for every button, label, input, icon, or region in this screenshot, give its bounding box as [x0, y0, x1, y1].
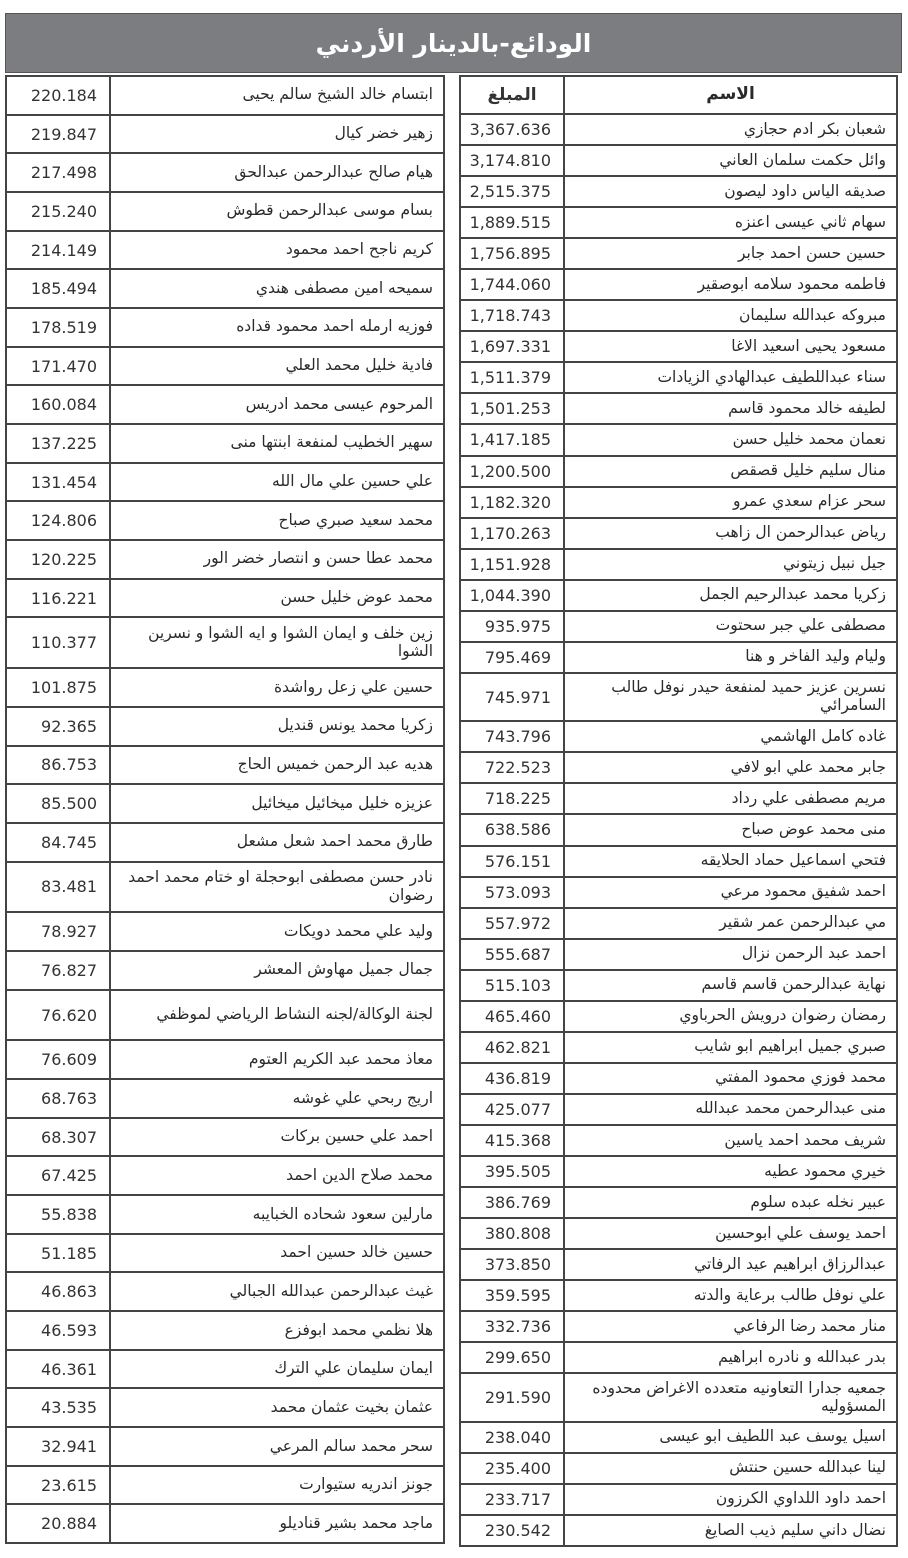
amount-cell: 83.481 — [7, 863, 111, 912]
amount-cell: 745.971 — [461, 674, 565, 720]
name-cell: جمال جميل مهاوش المعشر — [254, 960, 433, 979]
amount-cell: 185.494 — [7, 270, 111, 307]
name-cell: احمد شفيق محمود مرعي — [720, 882, 886, 901]
amount-cell: 1,151.928 — [461, 550, 565, 579]
table-row — [461, 115, 896, 146]
name-cell: فتحي اسماعيل حماد الحلايقه — [700, 851, 886, 870]
amount-cell: 299.650 — [461, 1343, 565, 1372]
name-cell: فادية خليل محمد العلي — [285, 356, 433, 375]
table-row — [7, 1467, 443, 1506]
name-cell: مريم مصطفى علي رداد — [731, 789, 886, 808]
name-cell: ابتسام خالد الشيخ سالم يحيى — [242, 85, 433, 104]
amount-cell: 76.620 — [7, 991, 111, 1040]
name-cell: هيام صالح عبدالرحمن عبدالحق — [234, 162, 433, 181]
name-cell: نضال داني سليم ذيب الصايغ — [704, 1520, 886, 1539]
amount-cell: 1,170.263 — [461, 519, 565, 548]
name-cell: نادر حسن مصطفى ابوحجلة او ختام محمد احمد رضوان — [128, 868, 433, 904]
table-row — [7, 502, 443, 541]
table-row — [7, 1196, 443, 1235]
table-row — [7, 464, 443, 503]
amount-cell: 217.498 — [7, 154, 111, 191]
table-row — [461, 878, 896, 909]
table-row — [461, 1454, 896, 1485]
name-cell: سناء عبداللطيف عبدالهادي الزيادات — [657, 367, 886, 386]
amount-cell: 46.593 — [7, 1312, 111, 1349]
name-cell: مبروكه عبدالله سليمان — [739, 305, 886, 324]
table-row — [7, 232, 443, 271]
table-row — [461, 1188, 896, 1219]
amount-cell: 395.505 — [461, 1157, 565, 1186]
table-row — [7, 1312, 443, 1351]
name-cell: غيث عبدالرحمن عبدالله الجبالي — [229, 1281, 433, 1300]
table-row — [7, 747, 443, 786]
amount-cell: 171.470 — [7, 348, 111, 385]
table-row — [7, 1080, 443, 1119]
table-row — [461, 301, 896, 332]
name-cell: فوزيه ارمله احمد محمود قداده — [236, 317, 433, 336]
name-cell: شريف محمد احمد ياسين — [724, 1130, 886, 1149]
name-cell: نهاية عبدالرحمن قاسم قاسم — [701, 975, 886, 994]
name-cell: مسعود يحيى اسعيد الاغا — [731, 336, 886, 355]
amount-cell: 743.796 — [461, 722, 565, 751]
amount-cell: 1,718.743 — [461, 301, 565, 330]
name-cell: سحر محمد سالم المرعي — [269, 1436, 433, 1455]
deposits-table-left — [5, 75, 445, 1544]
amount-cell: 67.425 — [7, 1157, 111, 1194]
amount-cell: 415.368 — [461, 1126, 565, 1155]
table-row — [461, 1157, 896, 1188]
name-cell: لجنة الوكالة/لجنه النشاط الرياضي لموظفي — [156, 1005, 433, 1024]
name-cell: حسين علي زعل رواشدة — [274, 677, 433, 696]
amount-cell: 86.753 — [7, 747, 111, 784]
table-row — [461, 1485, 896, 1516]
amount-cell: 101.875 — [7, 669, 111, 706]
table-row — [461, 784, 896, 815]
amount-cell: 373.850 — [461, 1250, 565, 1279]
amount-cell: 3,367.636 — [461, 115, 565, 144]
name-cell: هلا نظمي محمد ابوفزع — [284, 1320, 433, 1339]
name-cell: طارق محمد احمد شعل مشعل — [236, 832, 433, 851]
name-cell: زهير خضر كيال — [334, 124, 433, 143]
amount-cell: 359.595 — [461, 1281, 565, 1310]
amount-cell: 557.972 — [461, 909, 565, 938]
amount-cell: 3,174.810 — [461, 146, 565, 175]
name-cell: وائل حكمت سلمان العاني — [719, 150, 886, 169]
amount-cell: 43.535 — [7, 1389, 111, 1426]
name-cell: محمد صلاح الدين احمد — [286, 1165, 433, 1184]
name-cell: صديقه الياس داود ليصون — [724, 181, 886, 200]
amount-cell: 233.717 — [461, 1485, 565, 1514]
table-row — [461, 239, 896, 270]
table-row — [461, 270, 896, 301]
amount-cell: 1,044.390 — [461, 581, 565, 610]
table-row — [461, 612, 896, 643]
amount-cell: 178.519 — [7, 309, 111, 346]
table-row — [7, 270, 443, 309]
table-row — [7, 386, 443, 425]
name-cell: سهير الخطيب لمنفعة ابنتها منى — [230, 433, 433, 452]
table-row — [7, 618, 443, 669]
name-cell: رياض عبدالرحمن ال زاهب — [715, 523, 886, 542]
name-cell: شعبان بكر ادم حجازي — [743, 119, 886, 138]
amount-cell: 32.941 — [7, 1428, 111, 1465]
amount-cell: 1,744.060 — [461, 270, 565, 299]
table-row — [7, 1273, 443, 1312]
amount-cell: 576.151 — [461, 847, 565, 876]
name-cell: منى عبدالرحمن محمد عبدالله — [695, 1099, 886, 1118]
name-cell: احمد علي حسين بركات — [280, 1127, 433, 1146]
amount-cell: 124.806 — [7, 502, 111, 539]
amount-cell: 220.184 — [7, 77, 111, 114]
table-row — [7, 669, 443, 708]
name-cell: لينا عبدالله حسين حنتش — [729, 1458, 886, 1477]
name-cell: وليد علي محمد دويكات — [283, 921, 433, 940]
amount-cell: 214.149 — [7, 232, 111, 269]
table-row — [461, 519, 896, 550]
amount-cell: 2,515.375 — [461, 177, 565, 206]
table-row — [7, 348, 443, 387]
table-row — [461, 1250, 896, 1281]
table-row — [461, 1516, 896, 1545]
table-row — [7, 1157, 443, 1196]
table-row — [461, 1126, 896, 1157]
table-row — [461, 722, 896, 753]
name-cell: غاده كامل الهاشمي — [760, 726, 886, 745]
name-cell: احمد يوسف علي ابوحسين — [715, 1223, 886, 1242]
amount-cell: 1,889.515 — [461, 208, 565, 237]
name-cell: علي حسين علي مال الله — [272, 472, 433, 491]
amount-cell: 215.240 — [7, 193, 111, 230]
table-row — [461, 1095, 896, 1126]
table-row — [461, 940, 896, 971]
amount-cell: 46.361 — [7, 1351, 111, 1388]
amount-cell: 219.847 — [7, 116, 111, 153]
name-cell: اريج ربحي علي غوشه — [292, 1088, 433, 1107]
name-cell: عثمان بخيت عثمان محمد — [270, 1397, 433, 1416]
name-cell: هديه عبد الرحمن خميس الحاج — [237, 754, 433, 773]
table-row — [7, 1428, 443, 1467]
amount-cell: 160.084 — [7, 386, 111, 423]
amount-cell: 1,756.895 — [461, 239, 565, 268]
amount-cell: 555.687 — [461, 940, 565, 969]
table-row — [461, 488, 896, 519]
name-cell: عبدالرزاق ابراهيم عيد الرفاتي — [694, 1254, 886, 1273]
name-cell: محمد سعيد صبري صباح — [278, 510, 433, 529]
table-row — [7, 77, 443, 116]
amount-cell: 425.077 — [461, 1095, 565, 1124]
name-cell: كريم ناجح احمد محمود — [285, 240, 433, 259]
name-cell: احمد عبد الرحمن نزال — [741, 944, 886, 963]
name-cell: زين خلف و ايمان الشوا و ايه الشوا و نسرين الشوا — [148, 623, 433, 660]
page-title: الودائع-بالدينار الأردني — [315, 28, 592, 58]
name-cell: مصطفى علي جبر سحتوت — [715, 616, 886, 635]
amount-cell: 718.225 — [461, 784, 565, 813]
amount-cell: 573.093 — [461, 878, 565, 907]
amount-cell: 235.400 — [461, 1454, 565, 1483]
table-row — [461, 909, 896, 940]
name-cell: جونز اندريه ستيوارت — [299, 1475, 433, 1494]
table-row — [461, 394, 896, 425]
name-cell: محمد عطا حسن و انتصار خضر الور — [203, 549, 433, 568]
amount-cell: 68.307 — [7, 1119, 111, 1156]
name-cell: حسين حسن احمد جابر — [737, 243, 886, 262]
name-cell: احمد داود اللداوي الكرزون — [715, 1489, 886, 1508]
amount-cell: 465.460 — [461, 1002, 565, 1031]
table-row — [7, 1505, 443, 1542]
name-cell: محمد عوض خليل حسن — [280, 588, 433, 607]
table-row — [7, 913, 443, 952]
name-cell: ماجد محمد بشير قناديلو — [279, 1513, 433, 1532]
name-cell: محمد فوزي محمود المفتي — [715, 1068, 886, 1087]
name-cell: سميحه امين مصطفى هندي — [255, 278, 433, 297]
table-row — [461, 332, 896, 363]
table-row — [461, 1064, 896, 1095]
table-row — [461, 674, 896, 722]
table-row — [7, 116, 443, 155]
amount-cell: 638.586 — [461, 815, 565, 844]
table-row — [461, 1219, 896, 1250]
table-header — [461, 77, 896, 115]
table-row — [7, 154, 443, 193]
amount-cell: 78.927 — [7, 913, 111, 950]
table-row — [7, 708, 443, 747]
amount-cell: 462.821 — [461, 1033, 565, 1062]
amount-cell: 1,511.379 — [461, 363, 565, 392]
table-row — [7, 309, 443, 348]
table-row — [461, 643, 896, 674]
table-row — [461, 146, 896, 177]
table-row — [461, 847, 896, 878]
table-row — [7, 1041, 443, 1080]
table-row — [461, 753, 896, 784]
table-row — [7, 863, 443, 914]
table-row — [461, 971, 896, 1002]
amount-cell: 120.225 — [7, 541, 111, 578]
table-row — [7, 1389, 443, 1428]
name-cell: عزيزه خليل ميخائيل ميخائيل — [251, 793, 433, 812]
name-cell: ايمان سليمان علي الترك — [274, 1359, 433, 1378]
name-cell: المرحوم عيسى محمد ادريس — [245, 394, 433, 413]
name-cell: عبير نخله عبده سلوم — [750, 1192, 886, 1211]
table-row — [461, 1423, 896, 1454]
name-cell: جيل نبيل زيتوني — [783, 554, 886, 573]
amount-cell: 92.365 — [7, 708, 111, 745]
amount-cell: 76.827 — [7, 952, 111, 989]
name-cell: خيري محمود عطيه — [764, 1161, 886, 1180]
header-amount: المبلغ — [461, 77, 565, 113]
name-cell: مي عبدالرحمن عمر شقير — [719, 913, 886, 932]
table-row — [7, 991, 443, 1042]
amount-cell: 55.838 — [7, 1196, 111, 1233]
amount-cell: 1,182.320 — [461, 488, 565, 517]
name-cell: نسرين عزيز حميد لمنفعة حيدر نوفل طالب السامرائي — [611, 678, 886, 715]
table-row — [461, 1281, 896, 1312]
name-cell: زكريا محمد يونس قنديل — [277, 716, 433, 735]
header-name: الاسم — [706, 84, 755, 105]
amount-cell: 1,200.500 — [461, 457, 565, 486]
amount-cell: 137.225 — [7, 425, 111, 462]
amount-cell: 795.469 — [461, 643, 565, 672]
amount-cell: 116.221 — [7, 580, 111, 617]
amount-cell: 68.763 — [7, 1080, 111, 1117]
name-cell: علي نوفل طالب برعاية والدته — [693, 1285, 886, 1304]
table-row — [7, 952, 443, 991]
table-row — [461, 1374, 896, 1422]
table-row — [461, 1343, 896, 1374]
amount-cell: 436.819 — [461, 1064, 565, 1093]
name-cell: حسين خالد حسين احمد — [280, 1243, 433, 1262]
amount-cell: 76.609 — [7, 1041, 111, 1078]
table-row — [7, 425, 443, 464]
table-row — [461, 1312, 896, 1343]
amount-cell: 386.769 — [461, 1188, 565, 1217]
amount-cell: 722.523 — [461, 753, 565, 782]
amount-cell: 110.377 — [7, 618, 111, 667]
table-row — [7, 1351, 443, 1390]
table-row — [461, 550, 896, 581]
table-row — [461, 815, 896, 846]
name-cell: جابر محمد علي ابو لافي — [730, 757, 886, 776]
table-row — [7, 785, 443, 824]
table-row — [7, 824, 443, 863]
name-cell: وليام وليد الفاخر و هنا — [745, 647, 886, 666]
name-cell: صبري جميل ابراهيم ابو شايب — [694, 1037, 886, 1056]
title-bar — [5, 13, 902, 73]
amount-cell: 23.615 — [7, 1467, 111, 1504]
amount-cell: 1,417.185 — [461, 425, 565, 454]
name-cell: رمضان رضوان درويش الحرباوي — [679, 1006, 886, 1025]
amount-cell: 51.185 — [7, 1235, 111, 1272]
name-cell: اسيل يوسف عبد اللطيف ابو عيسى — [659, 1427, 886, 1446]
name-cell: زكريا محمد عبدالرحيم الجمل — [699, 585, 886, 604]
table-row — [7, 1119, 443, 1158]
amount-cell: 85.500 — [7, 785, 111, 822]
amount-cell: 291.590 — [461, 1374, 565, 1420]
table-row — [7, 541, 443, 580]
name-cell: منال سليم خليل قصقص — [730, 461, 886, 480]
amount-cell: 515.103 — [461, 971, 565, 1000]
amount-cell: 380.808 — [461, 1219, 565, 1248]
amount-cell: 332.736 — [461, 1312, 565, 1341]
table-row — [461, 363, 896, 394]
name-cell: نعمان محمد خليل حسن — [732, 430, 886, 449]
table-row — [7, 1235, 443, 1274]
name-cell: بدر عبدالله و نادره ابراهيم — [718, 1347, 886, 1366]
table-row — [461, 177, 896, 208]
name-cell: جمعيه جدارا التعاونيه متعدده الاغراض محدوده المسؤوليه — [592, 1378, 886, 1415]
name-cell: مارلين سعود شحاده الخبايبه — [252, 1204, 433, 1223]
name-cell: منار محمد رضا الرفاعي — [733, 1316, 886, 1335]
table-row — [461, 1033, 896, 1064]
amount-cell: 935.975 — [461, 612, 565, 641]
table-row — [461, 581, 896, 612]
name-cell: معاذ محمد عبد الكريم العتوم — [248, 1049, 433, 1068]
deposits-table-right — [459, 75, 898, 1547]
table-row — [461, 1002, 896, 1033]
table-row — [7, 580, 443, 619]
name-cell: منى محمد عوض صباح — [741, 820, 886, 839]
amount-cell: 238.040 — [461, 1423, 565, 1452]
table-row — [461, 457, 896, 488]
amount-cell: 84.745 — [7, 824, 111, 861]
name-cell: سهام ثاني عيسى اعنزه — [734, 212, 886, 231]
name-cell: لطيفه خالد محمود قاسم — [728, 399, 886, 418]
amount-cell: 131.454 — [7, 464, 111, 501]
table-row — [461, 425, 896, 456]
amount-cell: 230.542 — [461, 1516, 565, 1545]
amount-cell: 20.884 — [7, 1505, 111, 1542]
name-cell: بسام موسى عبدالرحمن قطوش — [226, 201, 433, 220]
name-cell: سحر عزام سعدي عمرو — [732, 492, 886, 511]
table-row — [461, 208, 896, 239]
amount-cell: 1,697.331 — [461, 332, 565, 361]
name-cell: فاطمه محمود سلامه ابوصقير — [697, 274, 886, 293]
amount-cell: 46.863 — [7, 1273, 111, 1310]
amount-cell: 1,501.253 — [461, 394, 565, 423]
table-row — [7, 193, 443, 232]
